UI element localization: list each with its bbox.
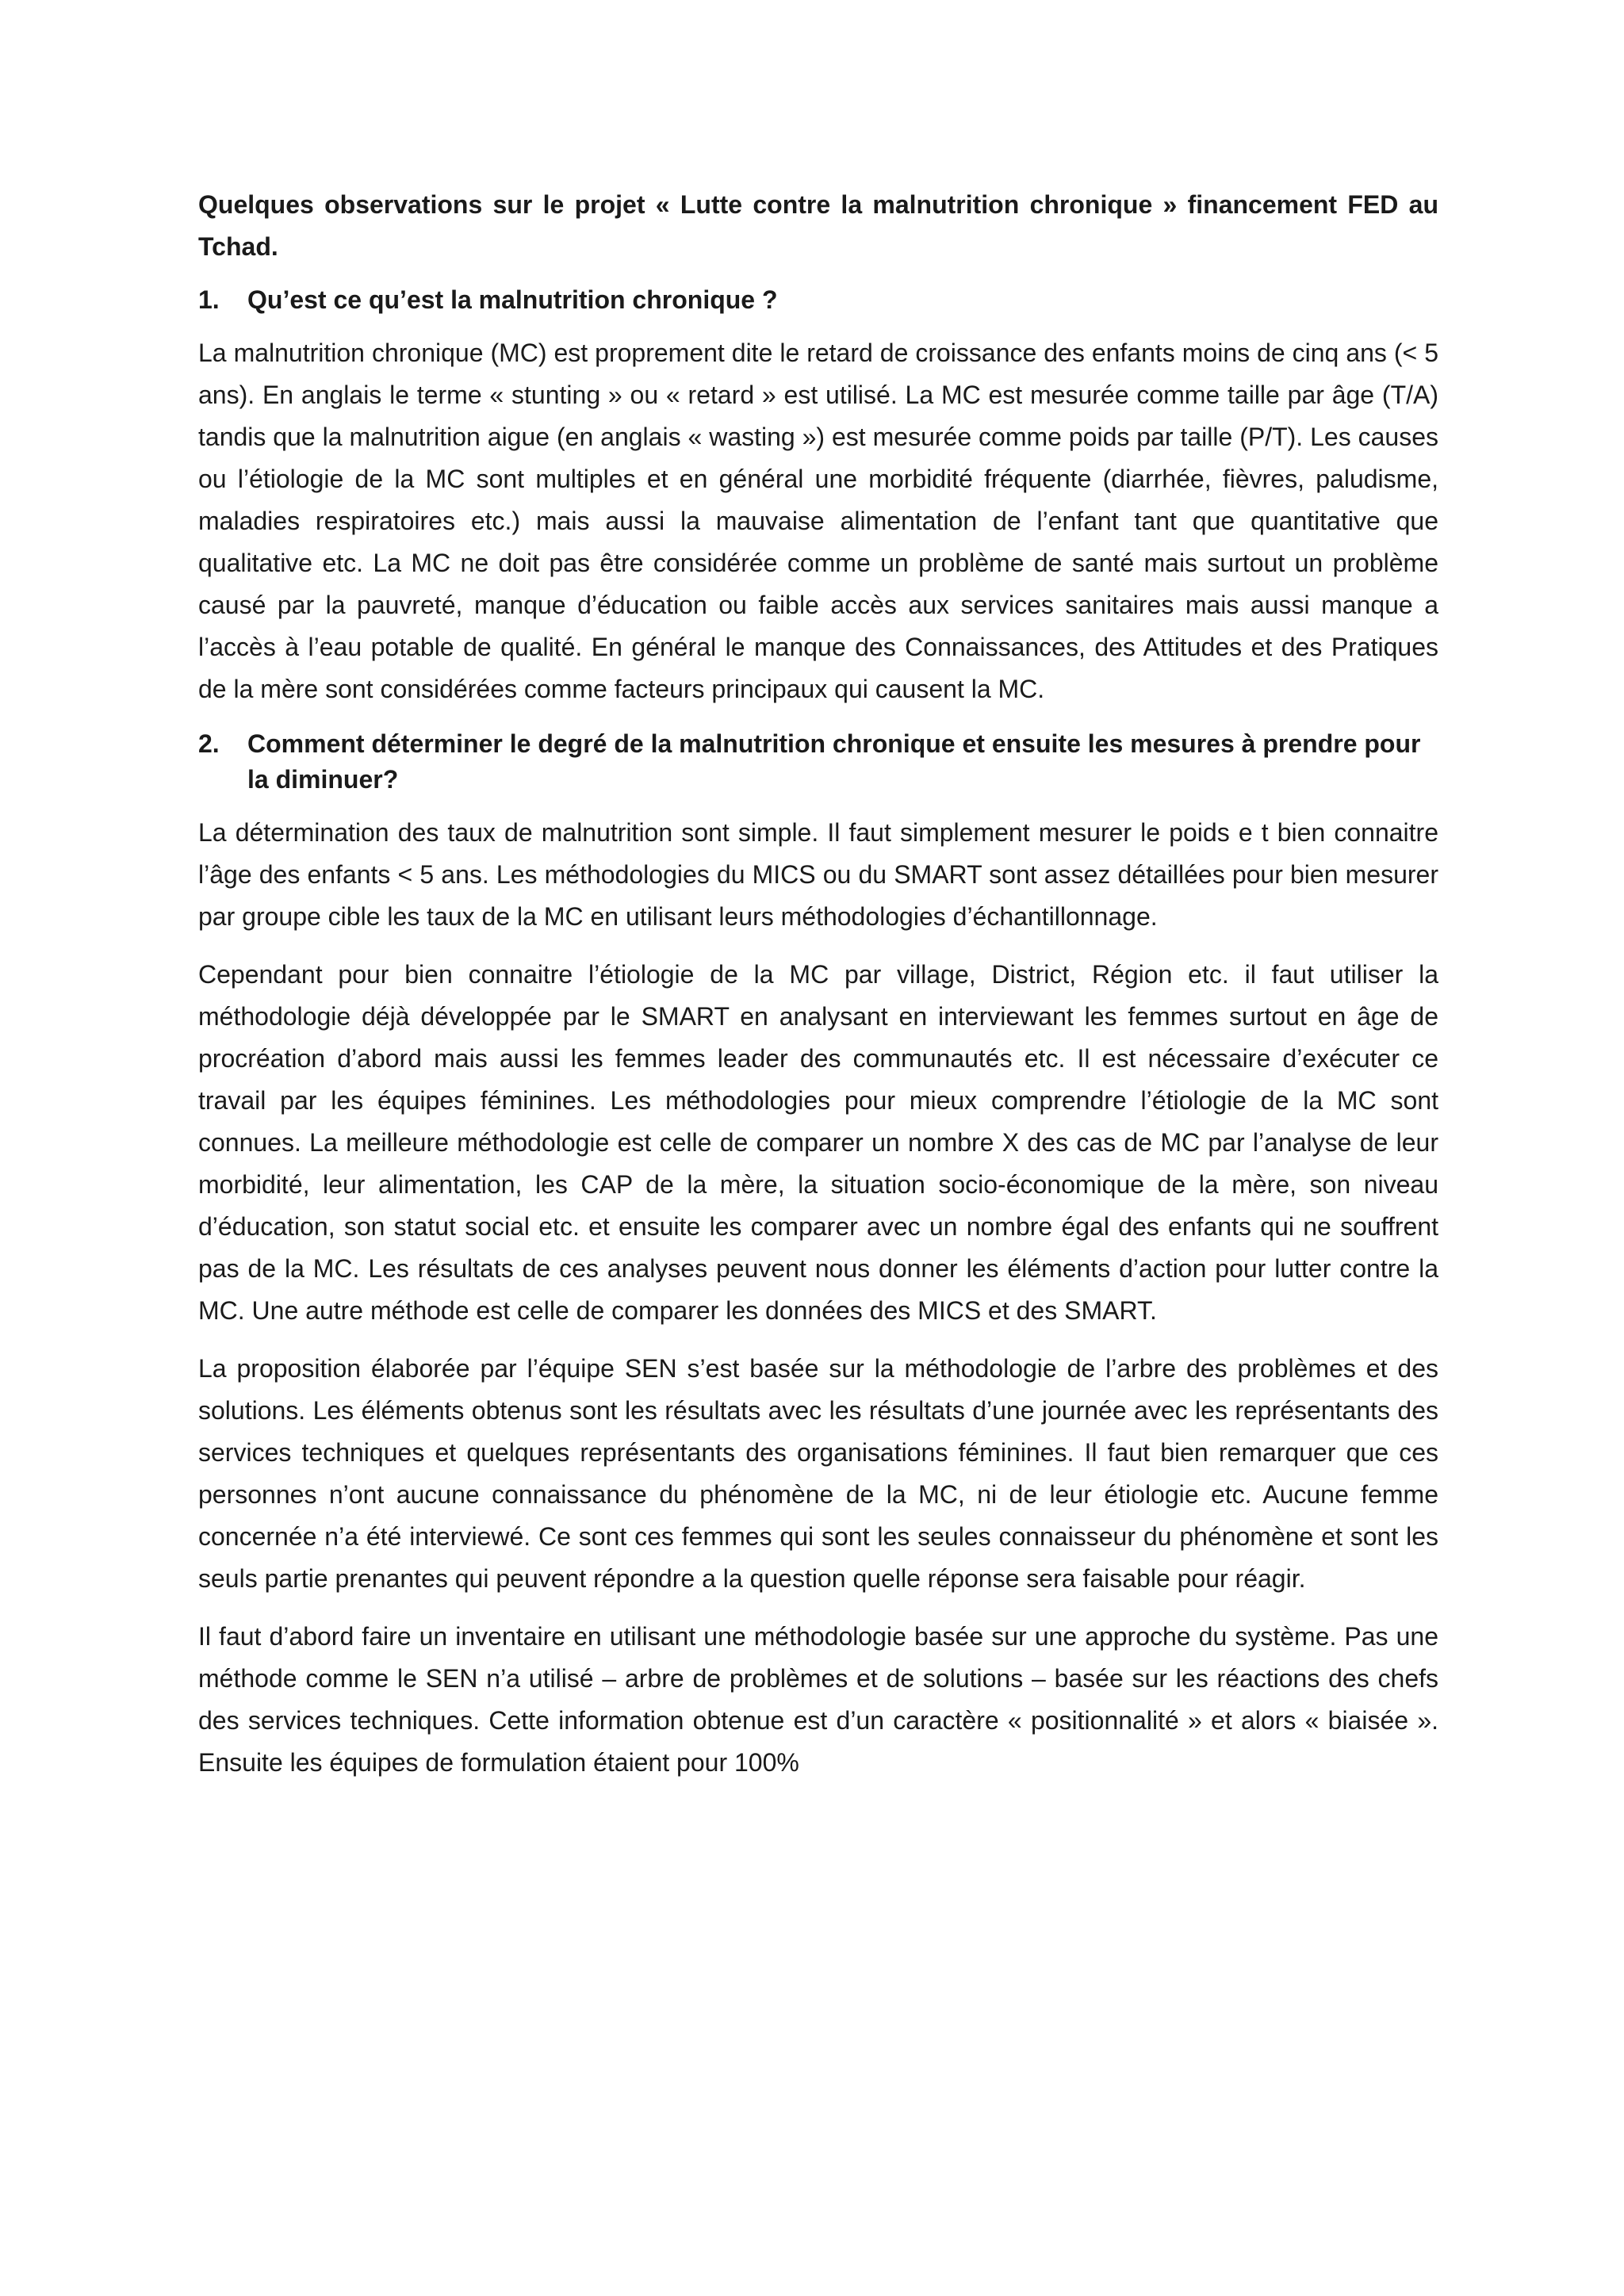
paragraph: Il faut d’abord faire un inventaire en utilisant une méthodologie basée sur une approche du système. Pas une méthode comme le SEN n’a utilisé – arbre de problèmes et de solutions – basée sur les réactions des chefs des services techniques. Cette information obtenue est d’un caractère « positionnalité » et alors « biaisée ». Ensuite les équipes de formulation étaient pour 100% [198,1622,1438,1777]
section-heading-1 [198,282,1438,318]
paragraph: Cependant pour bien connaitre l’étiologie de la MC par village, District, Région etc. il faut utiliser la méthodologie déjà développée par le SMART en analysant en interviewant les femmes surtout en âge de procréation d’abord mais aussi les femmes leader des communautés etc. Il est nécessaire d’exécuter ce travail par les équipes féminines. Les méthodologies pour mieux comprendre l’étiologie de la MC sont connues. La meilleure méthodologie est celle de comparer un nombre X des cas de MC par l’analyse de leur morbidité, leur alimentation, les CAP de la mère, la situation socio-économique de la mère, son niveau d’éducation, son statut social etc. et ensuite les comparer avec un nombre égal des enfants qui ne souffrent pas de la MC. Les résultats de ces analyses peuvent nous donner les éléments d’action pour lutter contre la MC. Une autre méthode est celle de comparer les données des MICS et des SMART. [198,960,1438,1325]
section-number: 1. [198,285,220,314]
paragraph: La détermination des taux de malnutrition sont simple. Il faut simplement mesurer le poids e t bien connaitre l’âge des enfants < 5 ans. Les méthodologies du MICS ou du SMART sont assez détaillées pour bien mesurer par groupe cible les taux de la MC en utilisant leurs méthodologies d’échantillonnage. [198,818,1438,931]
section-title: Comment déterminer le degré de la malnutrition chronique et ensuite les mesures à prendre pour la diminuer? [247,729,1421,794]
section-heading-2 [198,726,1438,798]
section-number: 2. [198,729,220,758]
section-title: Qu’est ce qu’est la malnutrition chronique ? [247,285,778,314]
document-page [198,184,1438,1800]
paragraph: La proposition élaborée par l’équipe SEN s’est basée sur la méthodologie de l’arbre des problèmes et des solutions. Les éléments obtenus sont les résultats avec les résultats d’une journée avec les représentants des services techniques et quelques représentants des organisations féminines. Il faut bien remarquer que ces personnes n’ont aucune connaissance du phénomène de la MC, ni de leur étiologie etc. Aucune femme concernée n’a été interviewé. Ce sont ces femmes qui sont les seules connaisseur du phénomène et sont les seuls partie prenantes qui peuvent répondre a la question quelle réponse sera faisable pour réagir. [198,1354,1438,1593]
paragraph: La malnutrition chronique (MC) est proprement dite le retard de croissance des enfants moins de cinq ans (< 5 ans). En anglais le terme « stunting » ou « retard » est utilisé. La MC est mesurée comme taille par âge (T/A) tandis que la malnutrition aigue (en anglais « wasting ») est mesurée comme poids par taille (P/T). Les causes ou l’étiologie de la MC sont multiples et en général une morbidité fréquente (diarrhée, fièvres, paludisme, maladies respiratoires etc.) mais aussi la mauvaise alimentation de l’enfant tant que quantitative que qualitative etc. La MC ne doit pas être considérée comme un problème de santé mais surtout un problème causé par la pauvreté, manque d’éducation ou faible accès aux services sanitaires mais aussi manque a l’accès à l’eau potable de qualité. En général le manque des Connaissances, des Attitudes et des Pratiques de la mère sont considérées comme facteurs principaux qui causent la MC. [198,339,1438,703]
document-title: Quelques observations sur le projet « Lutte contre la malnutrition chronique » financement FED au Tchad. [198,190,1438,261]
